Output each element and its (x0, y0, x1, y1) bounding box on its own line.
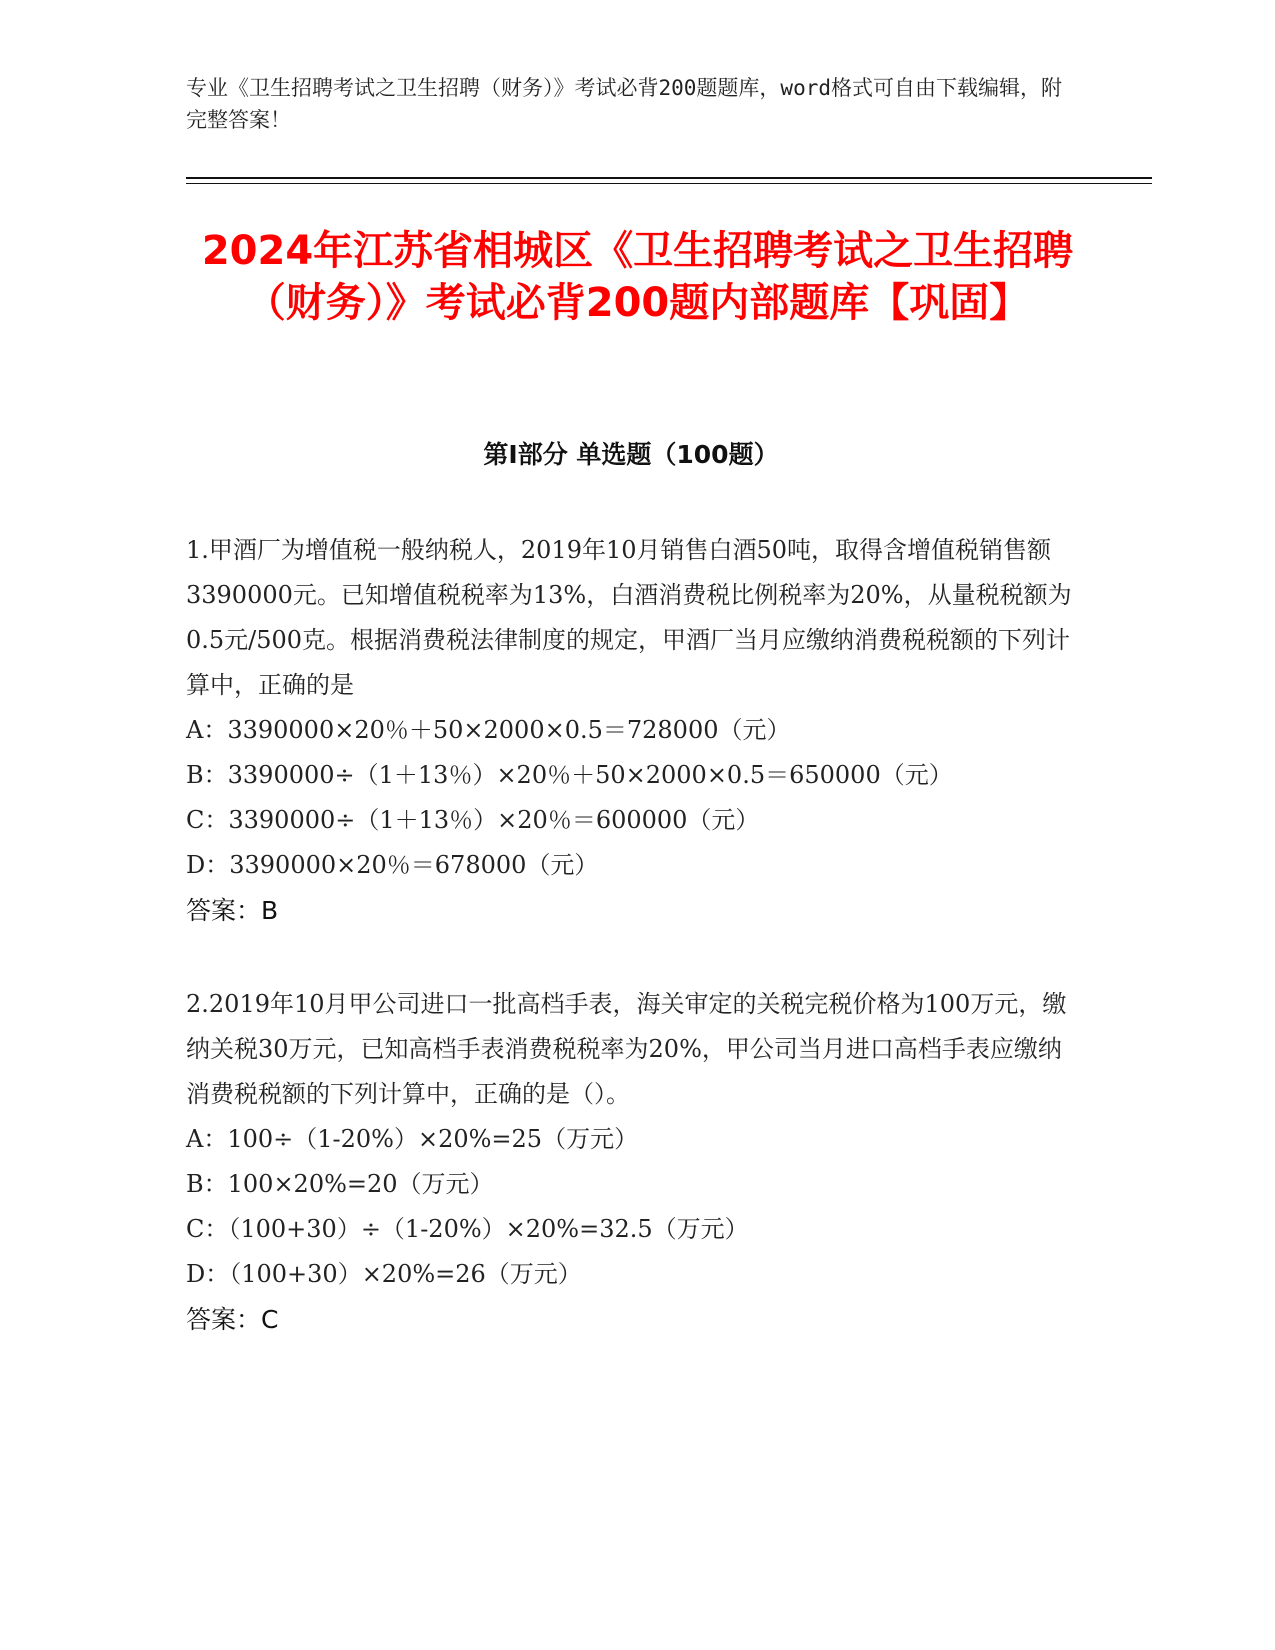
header-note: 专业《卫生招聘考试之卫生招聘（财务）》考试必背200题题库，word格式可自由下载编辑，附完整答案！ (186, 76, 1062, 132)
question-stem: 2.2019年10月甲公司进口一批高档手表，海关审定的关税完税价格为100万元，缴纳关税30万元，已知高档手表消费税税率为20%，甲公司当月进口高档手表应缴纳消费税税额的下列计算中，正确的是（）。 (186, 990, 1067, 1108)
option-b: B：100×20%=20（万元） (186, 1170, 494, 1198)
header-divider-thick (186, 177, 1152, 179)
option-b: B：3390000÷（1＋13％）×20％＋50×2000×0.5＝650000（元） (186, 761, 953, 789)
option-d: D：（100+30）×20%=26（万元） (186, 1260, 582, 1288)
answer: 答案：C (186, 1305, 279, 1334)
answer: 答案：B (186, 896, 279, 925)
option-a: A：3390000×20％＋50×2000×0.5＝728000（元） (186, 716, 791, 744)
option-a: A：100÷（1-20%）×20%=25（万元） (186, 1125, 639, 1153)
option-c: C：3390000÷（1＋13％）×20％＝600000（元） (186, 806, 760, 834)
header-divider-thin (186, 183, 1152, 184)
option-c: C：（100+30）÷（1-20%）×20%=32.5（万元） (186, 1215, 749, 1243)
question-2 (186, 982, 1076, 1342)
section-title: 第Ⅰ部分 单选题（100题） (483, 440, 779, 469)
option-d: D：3390000×20％＝678000（元） (186, 851, 599, 879)
document-title: 2024年江苏省相城区《卫生招聘考试之卫生招聘（财务）》考试必背200题内部题库【巩固】 (201, 228, 1074, 326)
question-1 (186, 528, 1076, 933)
question-stem: 1.甲酒厂为增值税一般纳税人，2019年10月销售白酒50吨，取得含增值税销售额3390000元。已知增值税税率为13%，白酒消费税比例税率为20%，从量税税额为0.5元/500克。根据消费税法律制度的规定，甲酒厂当月应缴纳消费税税额的下列计算中，正确的是 (186, 536, 1072, 699)
